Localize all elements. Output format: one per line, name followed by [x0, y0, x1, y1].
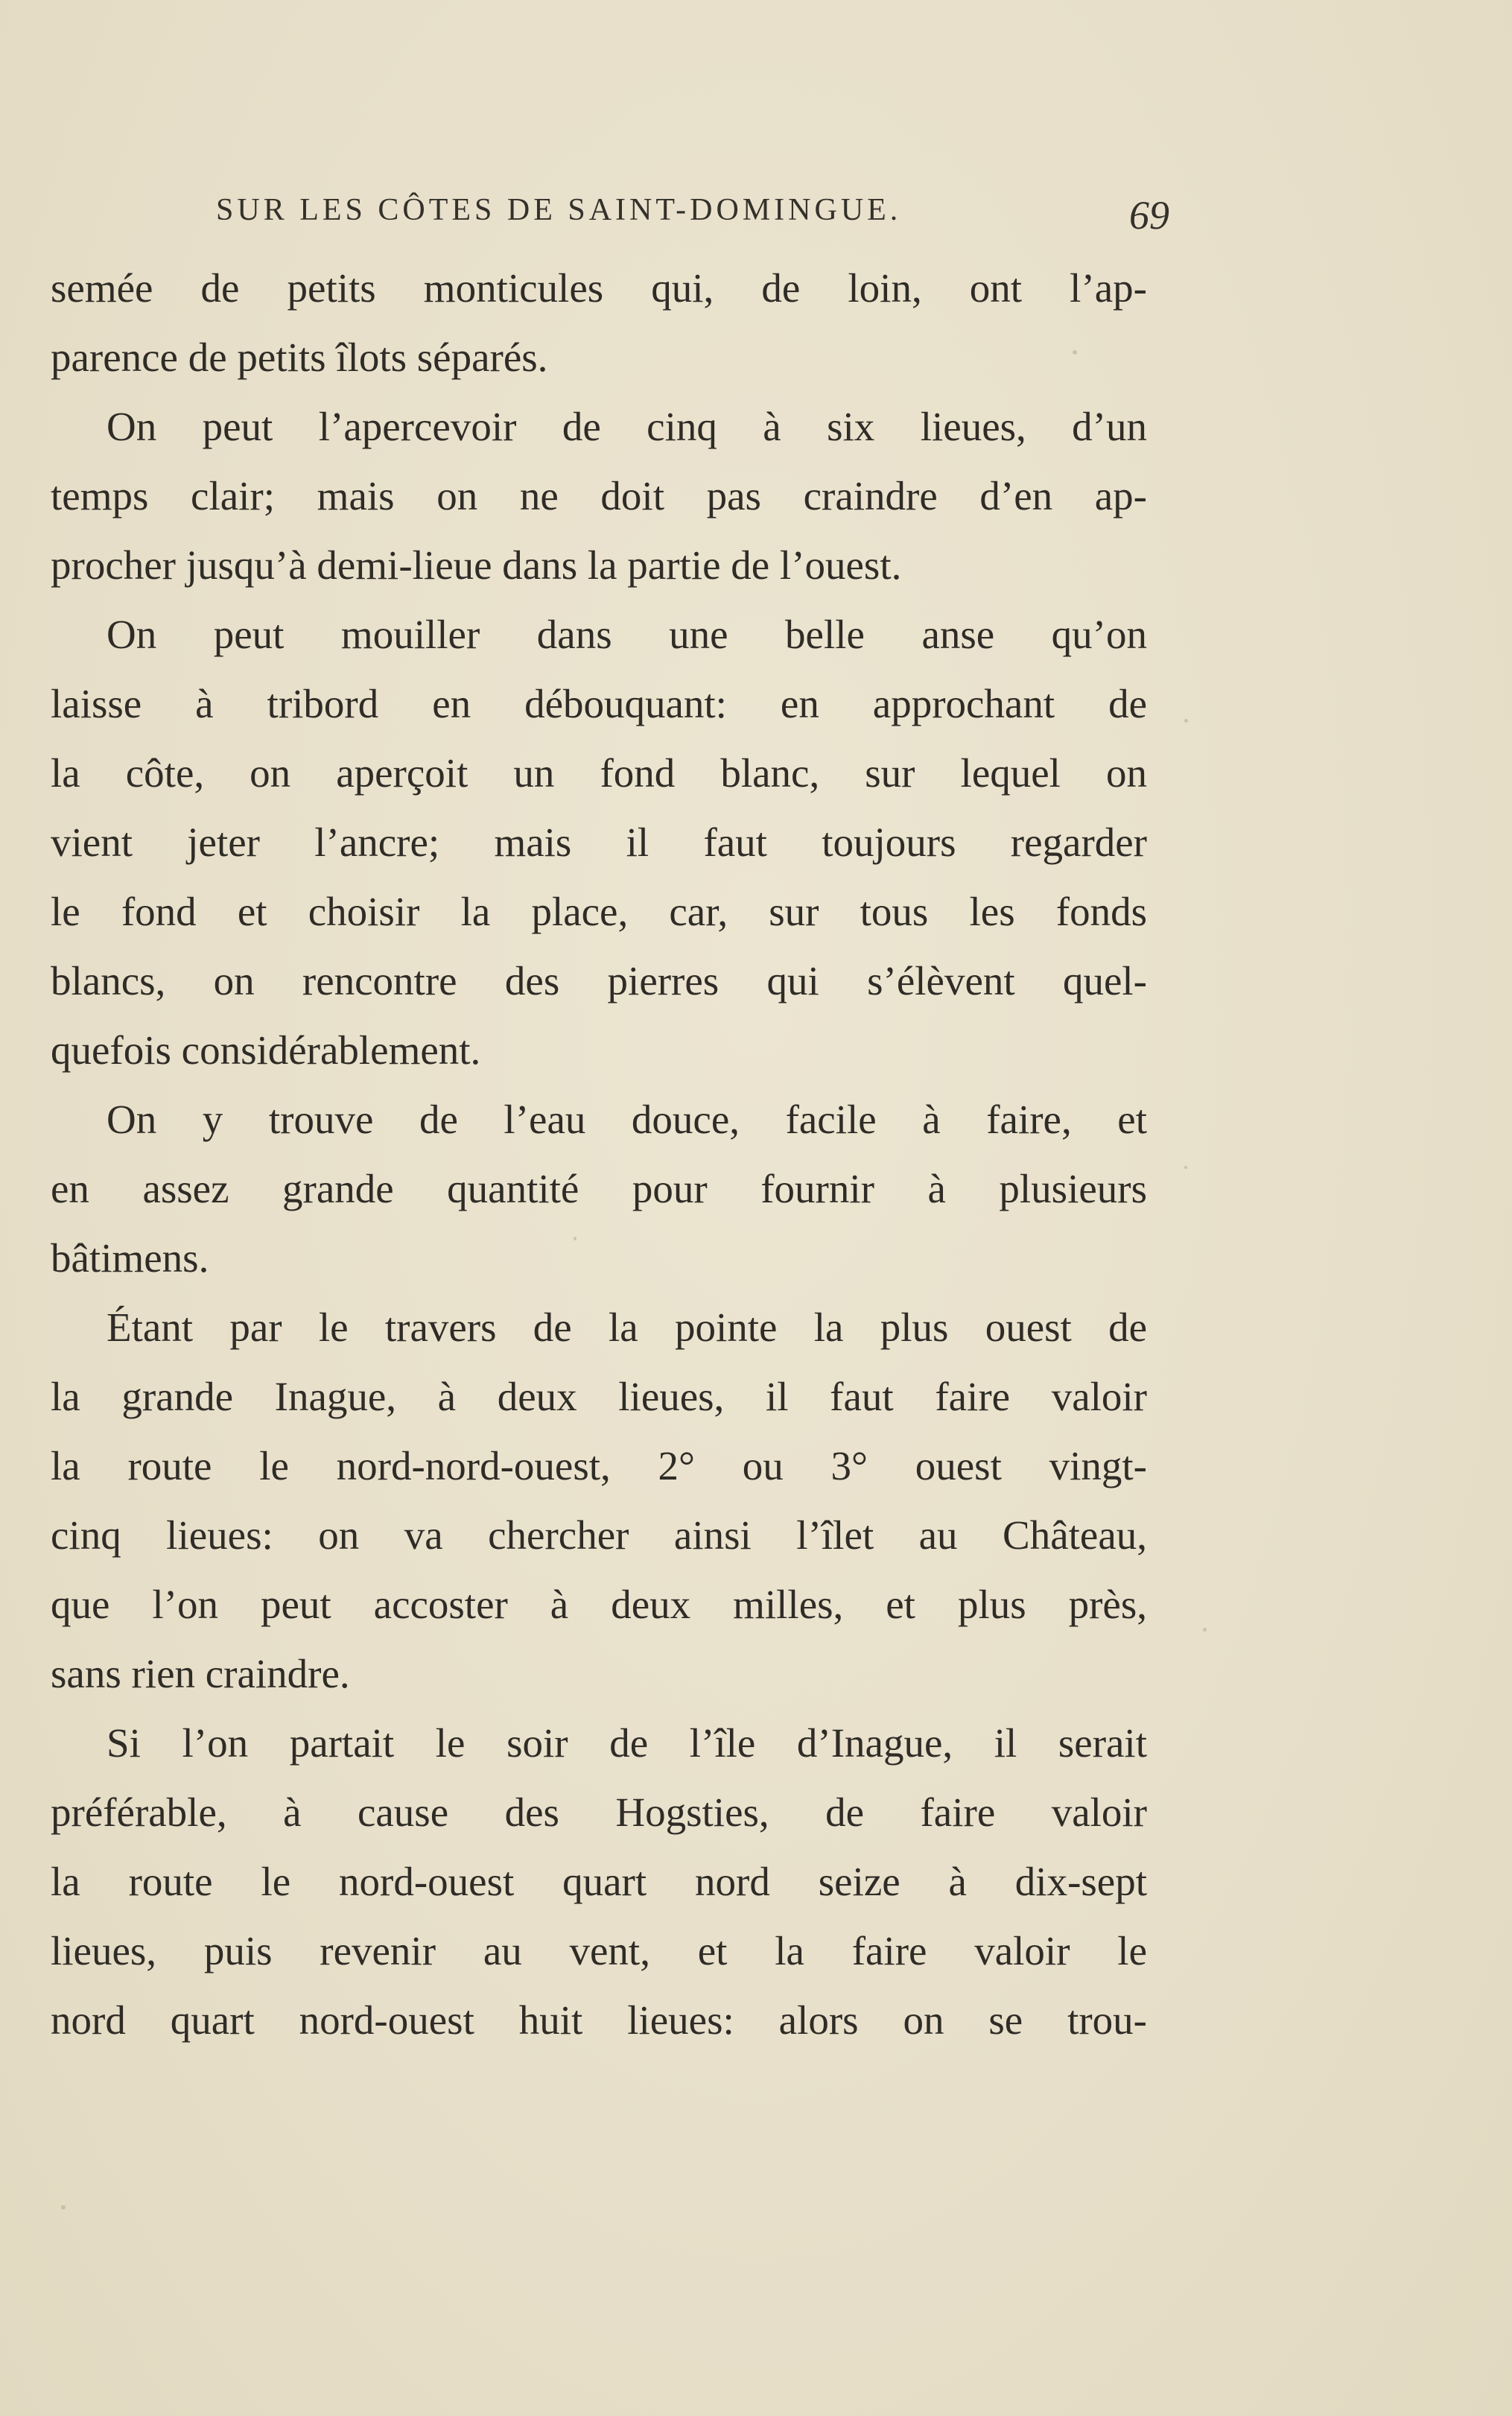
paper-speck	[1184, 1166, 1187, 1169]
text-line: que l’on peut accoster à deux milles, et plus près,	[51, 1582, 1147, 1627]
paper-speck	[1184, 719, 1188, 723]
text-line: On y trouve de l’eau douce, facile à faire, et	[107, 1097, 1147, 1142]
text-line: Si l’on partait le soir de l’île d’Inague, il serait	[107, 1720, 1147, 1766]
text-line: laisse à tribord en débouquant: en approchant de	[51, 681, 1147, 726]
text-line: quefois considérablement.	[51, 1027, 481, 1073]
text-line: la grande Inague, à deux lieues, il faut faire valoir	[51, 1374, 1147, 1419]
running-title: SUR LES CÔTES DE SAINT-DOMINGUE.	[216, 193, 902, 227]
text-line: On peut mouiller dans une belle anse qu’on	[107, 612, 1147, 657]
text-line: la côte, on aperçoit un fond blanc, sur lequel on	[51, 750, 1147, 796]
paper-speck	[574, 1237, 576, 1240]
text-line: On peut l’apercevoir de cinq à six lieues, d’un	[107, 404, 1147, 449]
text-line: lieues, puis revenir au vent, et la faire valoir le	[51, 1928, 1147, 1973]
text-line: la route le nord-nord-ouest, 2° ou 3° ouest vingt-	[51, 1443, 1147, 1488]
text-line: procher jusqu’à demi-lieue dans la partie de l’ouest.	[51, 542, 902, 588]
text-line: blancs, on rencontre des pierres qui s’élèvent quel-	[51, 958, 1147, 1004]
text-line: temps clair; mais on ne doit pas craindre d’en ap-	[51, 473, 1147, 519]
paper-speck	[1203, 1628, 1207, 1632]
text-line: sans rien craindre.	[51, 1651, 350, 1696]
text-line: Étant par le travers de la pointe la plus ouest de	[107, 1304, 1147, 1350]
text-line: bâtimens.	[51, 1235, 209, 1281]
body-text	[51, 253, 1147, 2055]
paper-speck	[1073, 350, 1077, 355]
text-line: la route le nord-ouest quart nord seize à dix-sept	[51, 1859, 1147, 1904]
page-header	[216, 192, 1169, 244]
text-line: cinq lieues: on va chercher ainsi l’îlet au Château,	[51, 1512, 1147, 1558]
text-line: vient jeter l’ancre; mais il faut toujours regarder	[51, 819, 1147, 865]
text-line: préférable, à cause des Hogsties, de faire valoir	[51, 1789, 1147, 1835]
page-number: 69	[1129, 193, 1169, 238]
text-line: semée de petits monticules qui, de loin, ont l’ap-	[51, 265, 1147, 311]
paper-speck	[61, 2205, 66, 2210]
text-line: en assez grande quantité pour fournir à plusieurs	[51, 1166, 1147, 1211]
text-line: le fond et choisir la place, car, sur tous les fonds	[51, 889, 1147, 934]
text-line: nord quart nord-ouest huit lieues: alors on se trou-	[51, 1997, 1147, 2043]
text-line: parence de petits îlots séparés.	[51, 335, 548, 380]
